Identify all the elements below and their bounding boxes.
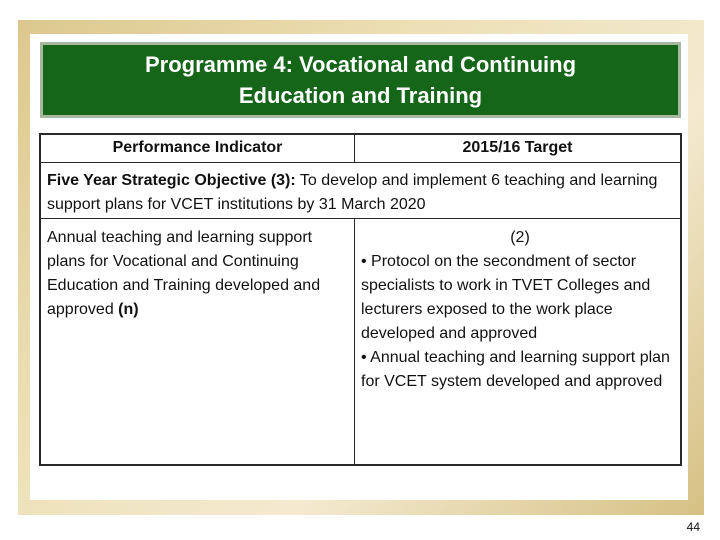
indicator-cell bbox=[47, 226, 347, 322]
indicator-suffix: (n) bbox=[118, 301, 139, 318]
objective-text: To develop and implement 6 teaching and learning support plans for VCET institutions by 31 March 2020 bbox=[47, 172, 658, 213]
target-count: (2) bbox=[510, 229, 530, 246]
header-target: 2015/16 Target bbox=[462, 139, 573, 156]
header-performance-indicator: Performance Indicator bbox=[112, 139, 283, 156]
target-bullet: • Protocol on the secondment of sector specialists to work in TVET Colleges and lecturers exposed to the work place developed and approved bbox=[361, 253, 651, 342]
objective-row bbox=[41, 163, 680, 219]
indicator-text: Annual teaching and learning support plans for Vocational and Continuing Education and Training developed and approved bbox=[47, 229, 321, 318]
target-bullet: • Annual teaching and learning support plan for VCET system developed and approved bbox=[361, 349, 670, 390]
performance-table bbox=[39, 133, 682, 466]
column-divider bbox=[354, 219, 355, 464]
page-number: 44 bbox=[686, 520, 700, 534]
target-cell bbox=[361, 226, 679, 394]
slide-title: Programme 4: Vocational and Continuing Education and Training bbox=[40, 42, 681, 118]
objective-label: Five Year Strategic Objective (3): bbox=[47, 172, 296, 189]
table-header-row bbox=[41, 135, 680, 163]
